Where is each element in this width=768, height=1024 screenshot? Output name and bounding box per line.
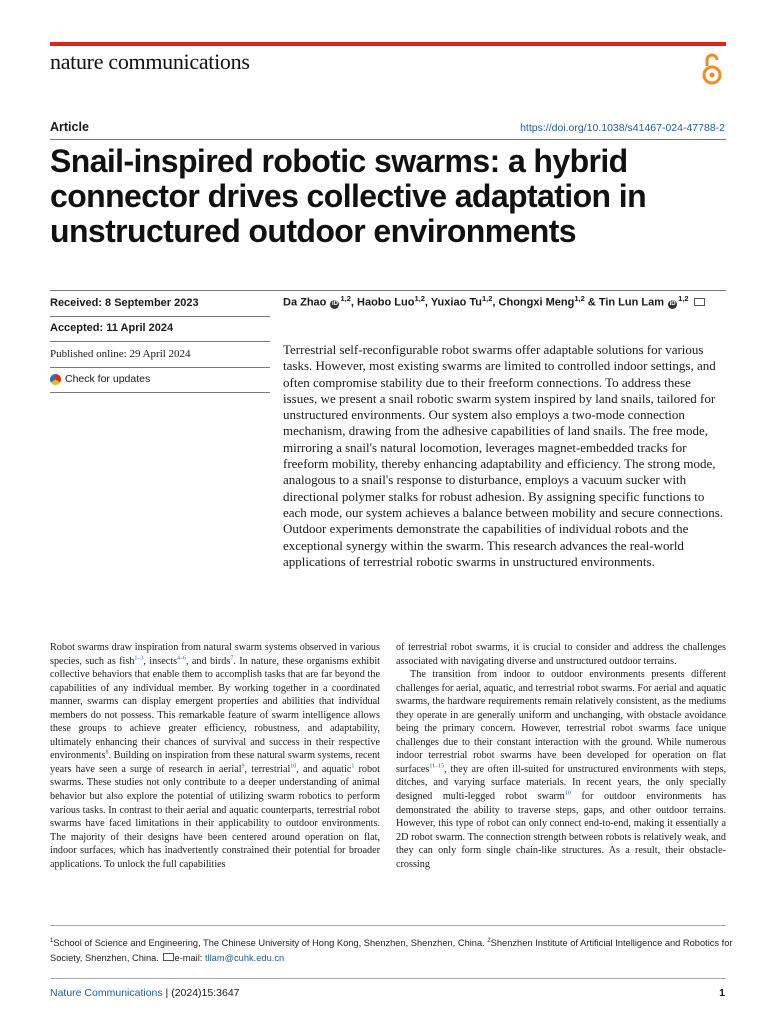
author-name[interactable]: Tin Lun Lam (598, 296, 664, 309)
meta-divider (50, 392, 270, 393)
page-number: 1 (719, 987, 725, 999)
article-type-label: Article (50, 120, 89, 134)
reference-link[interactable]: 1 (351, 763, 355, 770)
paragraph: The transition from indoor to outdoor environments presents different challenges for aerial, aquatic, and terrestrial robot swarms. For aerial and aquatic swarms, the hardware requirements remain relatively consistent, as the mediums they operate in are generally uniform and unchanging, with obstacle avoidance being the primary concern. However, terrestrial robot swarms face unique challenges due to their constant interaction with the ground. While numerous indoor terrestrial robot swarms have been developed for operation on flat surfaces$^{11-15}$, they are often ill-suited for unstructured environments with steps, ditches, and varying surface materials. In recent years, the only specially designed multi-legged robot swarm$^{10}$ for outdoor environments has demonstrated the ability to traverse steps, gaps, and other outdoor terrains. However, this type of robot can only connect end-to-end, making it essentially a 2D robot swarm. The connection strength between robots is relatively weak, and they can only form single chain-like structures. As a result, their obstacle-crossing (396, 669, 726, 870)
footer-journal-link[interactable]: Nature Communications (50, 987, 163, 999)
author-list: Da Zhao iD$^{1,2}$, Haobo Luo$^{1,2}$, Yuxiao Tu$^{1,2}$, Chongxi Meng$^{1,2}$ & Tin Lun Lam iD$^{1,2}$ (283, 294, 705, 309)
reference-link[interactable]: 8 (105, 749, 109, 756)
title-divider (50, 290, 726, 291)
reference-link[interactable]: 4–6 (177, 655, 187, 662)
doi-link[interactable]: https://doi.org/10.1038/s41467-024-47788-2 (520, 122, 725, 134)
author-name[interactable]: Haobo Luo (357, 296, 415, 309)
meta-divider (50, 341, 270, 342)
meta-divider (50, 316, 270, 317)
reference-link[interactable]: 7 (230, 655, 234, 662)
top-accent-bar (50, 42, 726, 46)
header-divider (50, 139, 726, 140)
check-for-updates-button[interactable]: Check for updates (50, 373, 150, 385)
reference-link[interactable]: 1–3 (134, 655, 144, 662)
email-link[interactable]: tllam@cuhk.edu.cn (204, 953, 285, 964)
reference-link[interactable]: 9 (241, 763, 245, 770)
body-column-left (50, 641, 380, 871)
journal-name: nature communications (50, 49, 250, 74)
author-name[interactable]: Chongxi Meng (498, 296, 575, 309)
email-icon (163, 953, 174, 961)
reference-link[interactable]: 11–15 (429, 763, 445, 770)
paragraph: Robot swarms draw inspiration from natural swarm systems observed in various species, such as fish$^{1-3}$, insects$^{4-6}$, and birds$^7$. In nature, these organisms exhibit collective behaviors that enable them to accomplish tasks that are far beyond the capabilities of any individual member. By working together in a coordinated manner, swarms can display emergent properties and abilities that individual members do not possess. This remarkable feature of swarm intelligence allows these groups to achieve greater efficiency, robustness, and adaptability, ultimately enhancing their chances of survival and success in their respective environments$^8$. Building on inspiration from these natural swarm systems, recent years have seen a surge of research in aerial$^9$, terrestrial$^{10}$, and aquatic$^1$ robot swarms. These studies not only contribute to a deeper understanding of animal behavior but also explore the potential of utilizing swarm robotics to perform various tasks. In contrast to their aerial and aquatic counterparts, terrestrial robot swarms have faced limitations in their applicability to outdoor environments. The majority of their designs have been centered around operation on flat, indoor surfaces, which has inadvertently constrained their potential for broader applications. To unlock the full capabilities (50, 642, 380, 870)
meta-divider (50, 367, 270, 368)
received-date: Received: 8 September 2023 (50, 297, 199, 309)
reference-link[interactable]: 10 (290, 763, 297, 770)
accepted-date: Accepted: 11 April 2024 (50, 322, 174, 334)
orcid-icon[interactable]: iD (669, 300, 676, 307)
abstract-text: Terrestrial self-reconfigurable robot swarms offer adaptable solutions for various tasks. However, most existing swarms are limited to controlled indoor settings, and often compromise stability due to their freeform connections. To address these issues, we present a snail robotic swarm system inspired by land snails, tailored for unstructured environments. Our system also employs a two-mode connection mechanism, drawing from the adhesive capabilities of land snails. The free mode, mirroring a snail's natural locomotion, leverages magnet-embedded tracks for freeform mobility, thereby enhancing adaptability and efficiency. The strong mode, analogous to a snail's response to disturbance, employs a vacuum sucker with directional polymer stalks for robust adhesion. By assigning specific functions to each mode, our system achieves a balance between mobility and secure connections. Outdoor experiments demonstrate the capabilities of individual robots and the exceptional synergy within the swarm. This research advances the real-world applications of terrestrial robotic swarms in unstructured environments. (283, 342, 724, 569)
open-access-icon (701, 52, 723, 86)
footer-divider (50, 978, 726, 979)
affiliations-footnote: $^1$School of Science and Engineering, The Chinese University of Hong Kong, Shenzhen, Shenzhen, China. $^2$Shenzhen Institute of Artificial Intelligence and Robotics for Society, Shenzhen, China. e-mail: tllam@cuhk.edu.cn (50, 938, 733, 964)
check-updates-icon (50, 374, 61, 385)
email-icon[interactable] (694, 298, 705, 306)
article-title: Snail-inspired robotic swarms: a hybrid connector drives collective adaptation in unstructured outdoor environments (50, 143, 647, 249)
author-name[interactable]: Yuxiao Tu (430, 296, 482, 309)
footnote-divider (50, 925, 726, 926)
footer-citation: Nature Communications | (2024)15:3647 (50, 987, 240, 999)
published-date: Published online: 29 April 2024 (50, 348, 191, 360)
reference-link[interactable]: 10 (564, 790, 571, 797)
author-name[interactable]: Da Zhao (283, 296, 327, 309)
body-column-right (396, 641, 726, 871)
orcid-icon[interactable]: iD (331, 300, 338, 307)
paragraph: of terrestrial robot swarms, it is crucial to consider and address the challenges associated with navigating diverse and unstructured outdoor terrains. (396, 642, 726, 667)
